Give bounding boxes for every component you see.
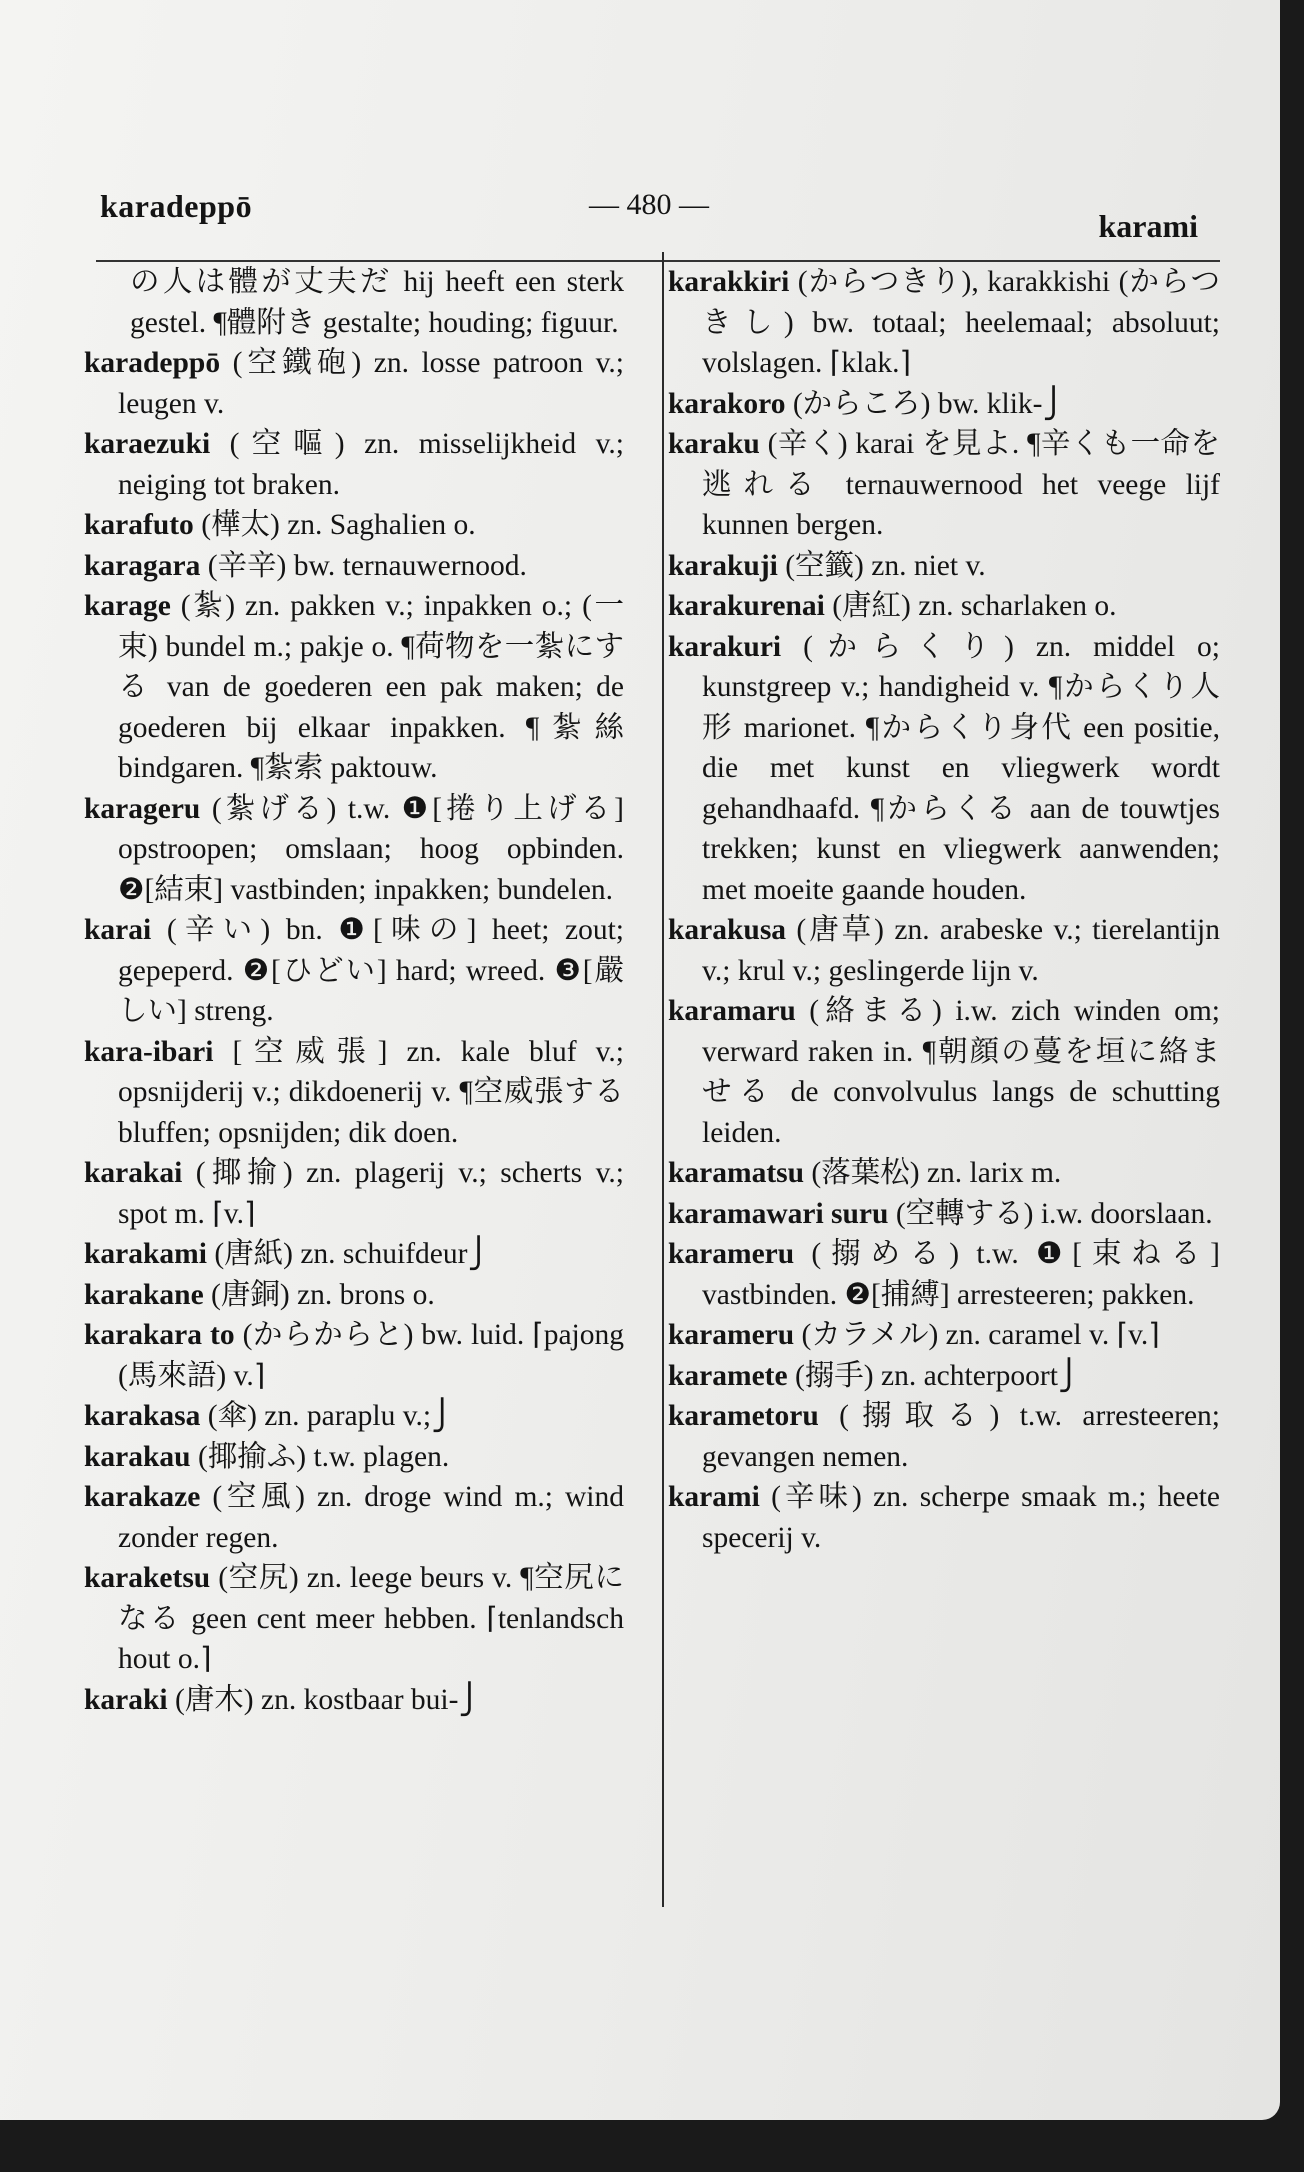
entry-headword: karakuri (668, 630, 782, 663)
header-right-guideword: karami (1098, 208, 1198, 244)
entry-headword: karakara to (84, 1319, 235, 1351)
entry-headword: karamete (668, 1359, 788, 1392)
dictionary-entry (668, 1396, 1220, 1477)
entry-definition: (辛味) zn. scherpe smaak m.; heete specerij v. (702, 1481, 1220, 1554)
dictionary-entry (668, 424, 1220, 546)
dictionary-entry (668, 991, 1220, 1153)
entry-definition: (からくり) zn. middel o; kunstgreep v.; handigheid v. ¶からくり人形 marionet. ¶からくり身代 een positie, die met kunst en vliegwerk wordt gehandhaafd. ¶からくる aan de touwtjes trekken; kunst en vliegwerk aanwenden; met moeite gaande houden. (702, 630, 1220, 906)
entry-headword: karakai (84, 1157, 183, 1189)
entry-definition: (からからと) bw. luid. ⌈pajong (馬來語) v.⌉ (118, 1319, 624, 1392)
entry-headword: karaezuki (84, 428, 211, 460)
entry-headword: karakaze (84, 1481, 201, 1513)
header-left-guideword: karadeppō (100, 188, 253, 224)
entry-headword: karafuto (84, 509, 194, 541)
entry-headword: karaki (84, 1683, 168, 1716)
entry-definition: (空籤) zn. niet v. (777, 549, 986, 582)
entry-definition: (空風) zn. droge wind m.; wind zonder regen. (118, 1481, 624, 1554)
entry-definition: (搦める) t.w. ❶[束ねる] vastbinden. ❷[捕縛] arresteeren; pakken. (702, 1238, 1220, 1311)
entry-definition: (絡まる) i.w. zich winden om; verward raken in. ¶朝顔の蔓を垣に絡ませる de convolvulus langs de schutting leiden. (702, 995, 1220, 1149)
entry-definition: (唐銅) zn. brons o. (203, 1278, 435, 1311)
entry-definition: [空威張] zn. kale bluf v.; opsnijderij v.; dikdoenerij v. ¶空威張する bluffen; opsnijden; dik doen. (118, 1035, 624, 1149)
dictionary-entry (668, 586, 1220, 627)
entry-headword: karametoru (668, 1400, 819, 1432)
entry-definition: (からつきり), karakkishi (からつきし) bw. totaal; heelemaal; absoluut; volslagen. ⌈klak.⌉ (702, 266, 1220, 379)
dictionary-entry (668, 1477, 1220, 1558)
dictionary-entry (668, 1234, 1220, 1315)
entry-definition: (辛辛) bw. ternauwernood. (200, 549, 527, 582)
entry-headword: karamawari suru (668, 1197, 889, 1230)
dictionary-entry (668, 262, 1220, 384)
entry-definition: (唐草) zn. arabeske v.; tierelantijn v.; krul v.; geslingerde lijn v. (702, 914, 1220, 987)
entry-headword: karakane (84, 1278, 204, 1311)
entry-definition: (揶揄) zn. plagerij v.; scherts v.; spot m. ⌈v.⌉ (118, 1157, 624, 1230)
entry-headword: karakkiri (668, 266, 790, 298)
entry-headword: karakau (84, 1440, 191, 1473)
dictionary-entry (84, 505, 624, 546)
entry-definition: (唐紙) zn. schuifdeur⎭ (206, 1238, 490, 1270)
dictionary-entry (84, 343, 624, 424)
dictionary-entry (668, 627, 1220, 911)
entry-headword: karakoro (668, 387, 786, 420)
dictionary-entry (84, 1558, 624, 1680)
entry-headword: karadeppō (84, 347, 221, 379)
dictionary-entry (84, 1275, 624, 1316)
dictionary-entry (84, 1032, 624, 1154)
entry-definition: (空轉する) i.w. doorslaan. (888, 1197, 1213, 1230)
dictionary-entry (84, 1396, 624, 1437)
entry-headword: karamatsu (668, 1157, 805, 1189)
entry-headword: karakurenai (668, 590, 825, 622)
dictionary-entry (668, 910, 1220, 991)
dictionary-entry (668, 1194, 1220, 1235)
entry-definition: (樺太) zn. Saghalien o. (193, 509, 476, 541)
dictionary-entry (668, 1356, 1220, 1397)
entry-definition: (カラメル) zn. caramel v. ⌈v.⌉ (794, 1319, 1160, 1351)
entry-definition: (搦取る) t.w. arresteeren; gevangen nemen. (702, 1400, 1220, 1473)
dictionary-entry (84, 424, 624, 505)
entry-definition: (空鐵砲) zn. losse patroon v.; leugen v. (118, 347, 624, 420)
entry-headword: karameru (668, 1319, 795, 1351)
entry-headword: karamaru (668, 995, 796, 1027)
entry-definition: (辛く) karai を見よ. ¶辛くも一命を逃れる ternauwernood het veege lijf kunnen bergen. (702, 428, 1220, 541)
dictionary-entry (84, 789, 624, 911)
entry-headword: karakuji (668, 549, 778, 582)
column-divider (662, 252, 664, 1907)
entry-headword: karakasa (84, 1400, 201, 1432)
dictionary-entry (84, 1437, 624, 1478)
entry-definition: (唐紅) zn. scharlaken o. (824, 590, 1117, 622)
dictionary-entry (84, 1477, 624, 1558)
entry-definition: (辛い) bn. ❶[味の] heet; zout; gepeperd. ❷[ひどい] hard; wreed. ❸[嚴しい] streng. (118, 914, 624, 1027)
left-column (84, 262, 624, 1720)
entry-headword: karageru (84, 792, 201, 825)
entry-headword: kara-ibari (84, 1035, 214, 1068)
entry-definition: (紮) zn. pakken v.; inpakken o.; (一束) bundel m.; pakje o. ¶荷物を一紮にする van de goederen een pak maken; de goederen bij elkaar inpakken. ¶紮絲 bindgaren. ¶紮索 paktouw. (118, 590, 624, 784)
entry-definition: (傘) zn. paraplu v.;⎭ (200, 1400, 454, 1432)
entry-continuation (84, 262, 624, 343)
dictionary-entry (668, 546, 1220, 587)
dictionary-entry (84, 1234, 624, 1275)
entry-headword: karage (84, 590, 171, 622)
entry-headword: karaketsu (84, 1562, 211, 1594)
entry-definition: (空尻) zn. leege beurs v. ¶空尻になる geen cent meer hebben. ⌈tenlandsch hout o.⌉ (118, 1562, 624, 1675)
entry-headword: karakusa (668, 914, 787, 946)
entry-headword: karami (668, 1481, 760, 1513)
entry-definition: (紮げる) t.w. ❶[捲り上げる] opstroopen; omslaan; hoog opbinden. ❷[結束] vastbinden; inpakken; bundelen. (118, 792, 624, 906)
entry-headword: karaku (668, 428, 760, 460)
entry-headword: karameru (668, 1238, 795, 1270)
entry-text: の人は體が丈夫だ hij heeft een sterk gestel. ¶體附き gestalte; houding; figuur. (130, 266, 624, 339)
dictionary-entry (668, 1153, 1220, 1194)
right-column (668, 262, 1220, 1558)
dictionary-entry (84, 910, 624, 1032)
entry-headword: karagara (84, 549, 201, 582)
entry-definition: (落葉松) zn. larix m. (804, 1157, 1062, 1189)
page-number: — 480 — (589, 188, 709, 221)
entry-definition: (空嘔) zn. misselijkheid v.; neiging tot braken. (118, 428, 624, 501)
dictionary-entry (668, 1315, 1220, 1356)
dictionary-entry (84, 1153, 624, 1234)
dictionary-entry (84, 1315, 624, 1396)
dictionary-entry (668, 384, 1220, 425)
entry-definition: (唐木) zn. kostbaar bui-⎭ (167, 1683, 481, 1716)
entry-definition: (搦手) zn. achterpoort⎭ (787, 1359, 1081, 1392)
dictionary-entry (84, 1680, 624, 1721)
entry-definition: (からころ) bw. klik-⎭ (785, 387, 1065, 420)
entry-headword: karai (84, 914, 152, 946)
dictionary-entry (84, 586, 624, 789)
entry-headword: karakami (84, 1238, 207, 1270)
dictionary-entry (84, 546, 624, 587)
entry-definition: (揶揄ふ) t.w. plagen. (190, 1440, 450, 1473)
page-header (100, 182, 1198, 242)
